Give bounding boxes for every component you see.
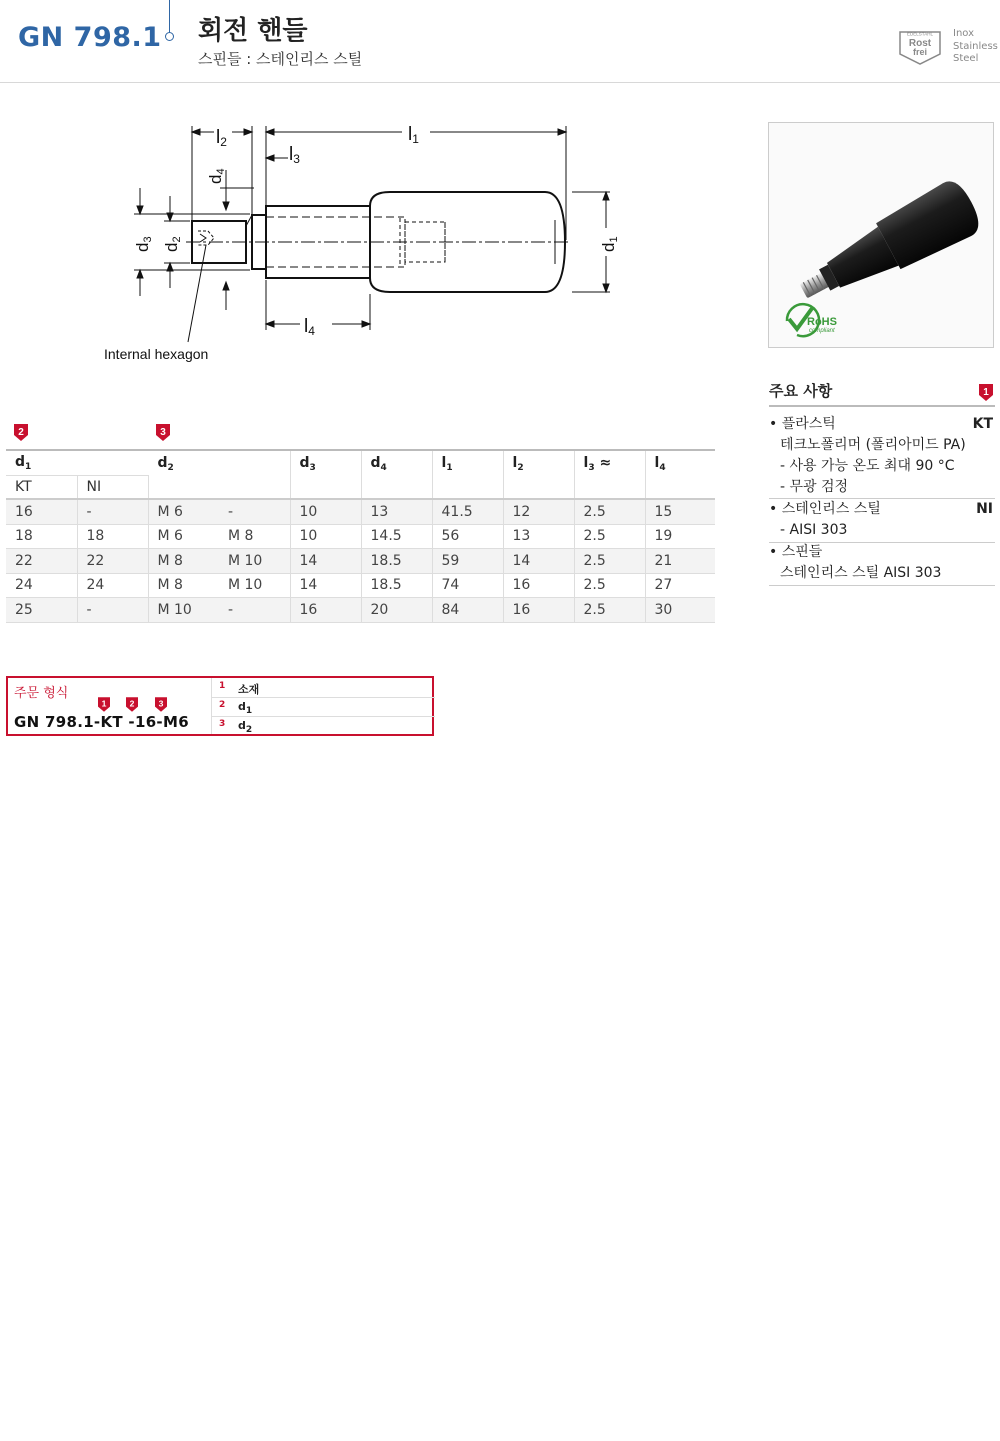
table-row: 18 18 M 6 M 8 10 14.5 56 13 2.5 19	[6, 524, 715, 549]
inox-label: Inox	[953, 28, 975, 39]
features-title: 주요 사항	[769, 382, 833, 400]
technical-drawing	[100, 110, 630, 370]
dim-label-l4: l4	[304, 316, 315, 338]
svg-text:3: 3	[158, 698, 164, 709]
internal-hexagon-callout: Internal hexagon	[104, 346, 209, 362]
svg-text:RoHS: RoHS	[807, 316, 837, 328]
dim-label-l3: l3	[289, 144, 300, 166]
page-subtitle: 스핀들 : 스테인리스 스틸	[198, 50, 363, 68]
feature-line: - 무광 검정	[780, 479, 849, 495]
table-row: 22 22 M 8 M 10 14 18.5 59 14 2.5 21	[6, 549, 715, 574]
logo-text-rost: Rost	[908, 38, 932, 49]
col-subheader-kt: KT	[6, 476, 77, 500]
page-header	[0, 0, 1000, 83]
product-code: GN 798.1	[18, 22, 162, 53]
svg-text:1: 1	[983, 387, 989, 398]
page-title: 회전 핸들	[198, 16, 308, 46]
col-header-d3: $d_3$	[290, 450, 361, 499]
order-badge-2	[126, 697, 138, 712]
order-example-value: GN 798.1-KT -16-M6	[14, 713, 189, 731]
header-divider-dot	[165, 32, 174, 41]
dim-label-l1: l1	[408, 124, 419, 146]
dimensions-table	[6, 449, 715, 623]
feature-line: - 사용 가능 온도 최대 90 °C	[780, 458, 955, 474]
col-header-l3: $l_3$ ≈	[574, 450, 645, 499]
table-row: 24 24 M 8 M 10 14 18.5 74 16 2.5 27	[6, 573, 715, 598]
feature-item-plastic: • 플라스틱 KT 테크노폴리머 (폴리아미드 PA) - 사용 가능 온도 최대 90 °C - 무광 검정	[769, 414, 995, 498]
d1-badge	[14, 424, 28, 441]
feature-line: 테크노폴리머 (폴리아미드 PA)	[780, 437, 966, 453]
logo-text-edelstahl: EDELSTAHL	[907, 31, 933, 37]
d2-badge	[156, 424, 170, 441]
steel-label: Steel	[953, 53, 979, 64]
svg-text:compliant: compliant	[809, 328, 835, 334]
feature-name: 스핀들	[781, 544, 823, 560]
svg-text:2: 2	[18, 427, 24, 438]
dim-label-d1: d1	[599, 236, 620, 252]
feature-name: 플라스틱	[781, 416, 836, 432]
order-key-list	[211, 678, 435, 734]
product-photo	[768, 122, 994, 348]
table-row: 16 - M 6 - 10 13 41.5 12 2.5 15	[6, 499, 715, 524]
features-divider	[769, 405, 995, 407]
features-badge	[979, 384, 993, 401]
table-header-row	[6, 450, 715, 476]
handle-image	[769, 123, 993, 347]
order-example-box	[6, 676, 434, 736]
feature-tag: KT	[972, 416, 993, 432]
header-divider	[169, 0, 170, 33]
feature-line: - AISI 303	[780, 522, 848, 538]
svg-text:2: 2	[129, 698, 135, 709]
svg-text:3: 3	[160, 427, 166, 438]
feature-tag: NI	[976, 501, 993, 517]
table-row: 25 - M 10 - 16 20 84 16 2.5 30	[6, 598, 715, 623]
col-header-d2: $d_2$	[148, 450, 290, 499]
order-example-label: 주문 형식	[14, 686, 69, 701]
rohs-icon	[787, 304, 837, 336]
svg-text:1: 1	[101, 698, 107, 709]
dim-label-d4: d4	[206, 168, 227, 184]
material-note	[953, 28, 998, 66]
col-subheader-ni: NI	[77, 476, 148, 500]
feature-name: 스테인리스 스틸	[781, 501, 881, 517]
dim-label-d3: d3	[133, 236, 154, 252]
dim-label-l2: l2	[216, 127, 227, 149]
col-header-l1: $l_1$	[432, 450, 503, 499]
col-header-l2: $l_2$	[503, 450, 574, 499]
feature-item-stainless: • 스테인리스 스틸 NI - AISI 303	[769, 499, 995, 541]
feature-item-spindle: • 스핀들 스테인리스 스틸 AISI 303	[769, 542, 995, 584]
col-header-d1: $d_1$	[6, 450, 148, 476]
order-badge-1	[98, 697, 110, 712]
feature-line: 스테인리스 스틸 AISI 303	[780, 565, 942, 581]
order-key-row: 3 $d_2$	[219, 719, 253, 735]
dim-label-d2: d2	[162, 236, 183, 252]
col-header-d4: $d_4$	[361, 450, 432, 499]
stainless-label: Stainless	[953, 40, 998, 52]
order-key-row: 1 소재	[212, 678, 435, 698]
feature-separator	[769, 585, 995, 586]
order-key-row: 2 $d_1$	[212, 697, 435, 717]
col-header-l4: $l_4$	[645, 450, 715, 499]
order-badge-3	[155, 697, 167, 712]
rostfrei-logo	[898, 28, 942, 66]
logo-text-frei: frei	[912, 47, 928, 57]
